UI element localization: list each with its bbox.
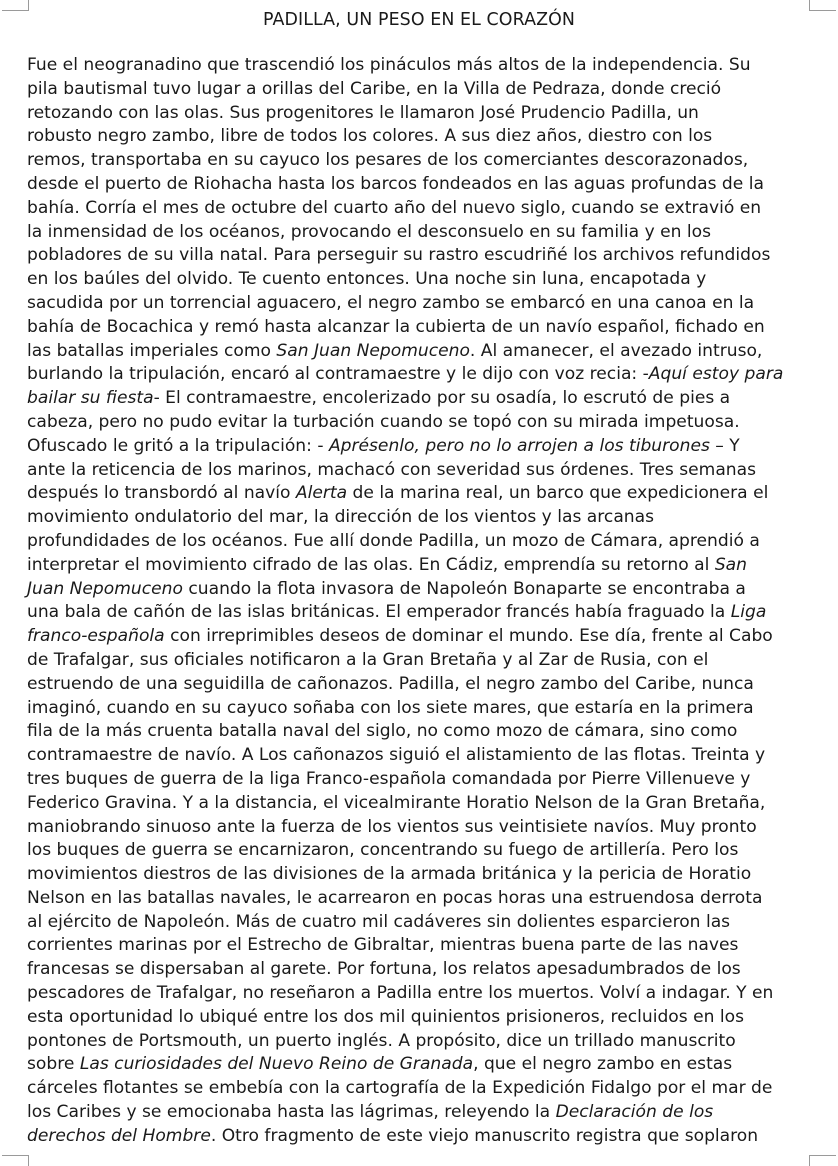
text-line: corrientes marinas por el Estrecho de Gibraltar, mientras buena parte de las naves [27,935,739,956]
text-line: bahía. Corría el mes de octubre del cuarto año del nuevo siglo, cuando se extravió en [27,197,762,218]
text-line: la inmensidad de los océanos, provocando el desconsuelo en su familia y en los [27,221,712,242]
text-line: Fue el neogranadino que trascendió los pináculos más altos de la independencia. Su [27,55,751,75]
text-line: contramaestre de navío. A Los cañonazos siguió el alistamiento de las flotas. Treinta y [27,745,766,766]
text-line: una bala de cañón de las islas británicas. El emperador francés había fraguado la Liga [27,602,767,623]
text-line: los Caribes y se emocionaba hasta las lágrimas, releyendo la Declaración de los [27,1102,714,1123]
text-line: interpretar el movimiento cifrado de las olas. En Cádiz, emprendía su retorno al San [27,554,747,575]
text-line: francesas se dispersaban al garete. Por fortuna, los relatos apesadumbrados de los [27,959,741,980]
crop-mark-bottom-left [2,1155,29,1166]
text-line: robusto negro zambo, libre de todos los colores. A sus diez años, diestro con los [27,126,713,147]
text-line: tres buques de guerra de la liga Franco-española comandada por Pierre Villenueve y [27,768,751,789]
page-title: PADILLA, UN PESO EN EL CORAZÓN [263,10,575,30]
text-line: estruendo de una seguidilla de cañonazos. Padilla, el negro zambo del Caribe, nunca [27,673,754,694]
text-line: pescadores de Trafalgar, no reseñaron a Padilla entre los muertos. Volví a indagar. Y en [27,983,774,1004]
text-line: sacudida por un torrencial aguacero, el negro zambo se embarcó en una canoa en la [27,292,755,313]
text-line: al ejército de Napoleón. Más de cuatro mil cadáveres sin dolientes esparcieron las [27,911,731,932]
text-line: movimiento ondulatorio del mar, la dirección de los vientos y las arcanas [27,507,655,528]
text-line: remos, transportaba en su cayuco los pesares de los comerciantes descorazonados, [27,150,749,171]
text-line: franco-española con irreprimibles deseos de dominar el mundo. Ese día, frente al Cabo [27,626,773,647]
text-line: movimientos diestros de las divisiones de la armada británica y la pericia de Horatio [27,864,752,885]
text-line: esta oportunidad lo ubiqué entre los dos mil quinientos prisioneros, recluidos en los [27,1006,744,1027]
text-line: bahía de Bocachica y remó hasta alcanzar la cubierta de un navío español, fichado en [27,316,765,337]
text-line: cárceles flotantes se embebía con la cartografía de la Expedición Fidalgo por el mar de [27,1078,773,1099]
text-line: profundidades de los océanos. Fue allí donde Padilla, un mozo de Cámara, aprendió a [27,530,760,551]
text-line: después lo transbordó al navío Alerta de la marina real, un barco que expedicionera el [27,483,769,504]
text-line: cabeza, pero no pudo evitar la turbación cuando se topó con su mirada impetuosa. [27,411,740,432]
crop-mark-bottom-right [809,1155,836,1166]
text-line: bailar su fiesta- El contramaestre, encolerizado por su osadía, lo escrutó de pies a [27,388,731,409]
text-line: Nelson en las batallas navales, le acarrearon en pocas horas una estruendosa derrota [27,887,763,908]
text-line: derechos del Hombre. Otro fragmento de este viejo manuscrito registra que soplaron [27,1125,759,1146]
text-line: las batallas imperiales como San Juan Nepomuceno. Al amanecer, el avezado intruso, [27,340,763,361]
text-line: en los baúles del olvido. Te cuento entonces. Una noche sin luna, encapotada y [27,269,707,290]
text-line: retozando con las olas. Sus progenitores le llamaron José Prudencio Padilla, un [27,102,699,123]
text-line: sobre Las curiosidades del Nuevo Reino de Granada, que el negro zambo en estas [27,1054,733,1075]
text-line: burlando la tripulación, encaró al contramaestre y le dijo con voz recia: -Aquí estoy para [27,364,784,385]
text-line: desde el puerto de Riohacha hasta los barcos fondeados en las aguas profundas de la [27,173,764,194]
text-line: Federico Gravina. Y a la distancia, el vicealmirante Horatio Nelson de la Gran Bretaña, [27,792,766,813]
body-text [27,54,819,1149]
text-line: pontones de Portsmouth, un puerto inglés. A propósito, dice un trillado manuscrito [27,1030,736,1051]
text-line: de Trafalgar, sus oficiales notificaron a la Gran Bretaña y al Zar de Rusia, con el [27,649,709,670]
text-line: Ofuscado le gritó a la tripulación: - Aprésenlo, pero no lo arrojen a los tiburones – Y [27,435,740,456]
text-line: Juan Nepomuceno cuando la flota invasora de Napoleón Bonaparte se encontraba a [27,578,746,599]
text-line: imaginó, cuando en su cayuco soñaba con los siete mares, que estaría en la primera [27,697,754,718]
text-line: pobladores de su villa natal. Para perseguir su rastro escudriñé los archivos refundidos [27,245,771,266]
text-line: fila de la más cruenta batalla naval del siglo, no como mozo de cámara, sino como [27,721,738,742]
text-line: maniobrando sinuoso ante la fuerza de los vientos sus veintisiete navíos. Muy pronto [27,816,757,837]
text-line: pila bautismal tuvo lugar a orillas del Caribe, en la Villa de Pedraza, donde creció [27,78,722,99]
text-line: los buques de guerra se encarnizaron, concentrando su fuego de artillería. Pero los [27,840,739,861]
text-line: ante la reticencia de los marinos, machacó con severidad sus órdenes. Tres semanas [27,459,757,480]
